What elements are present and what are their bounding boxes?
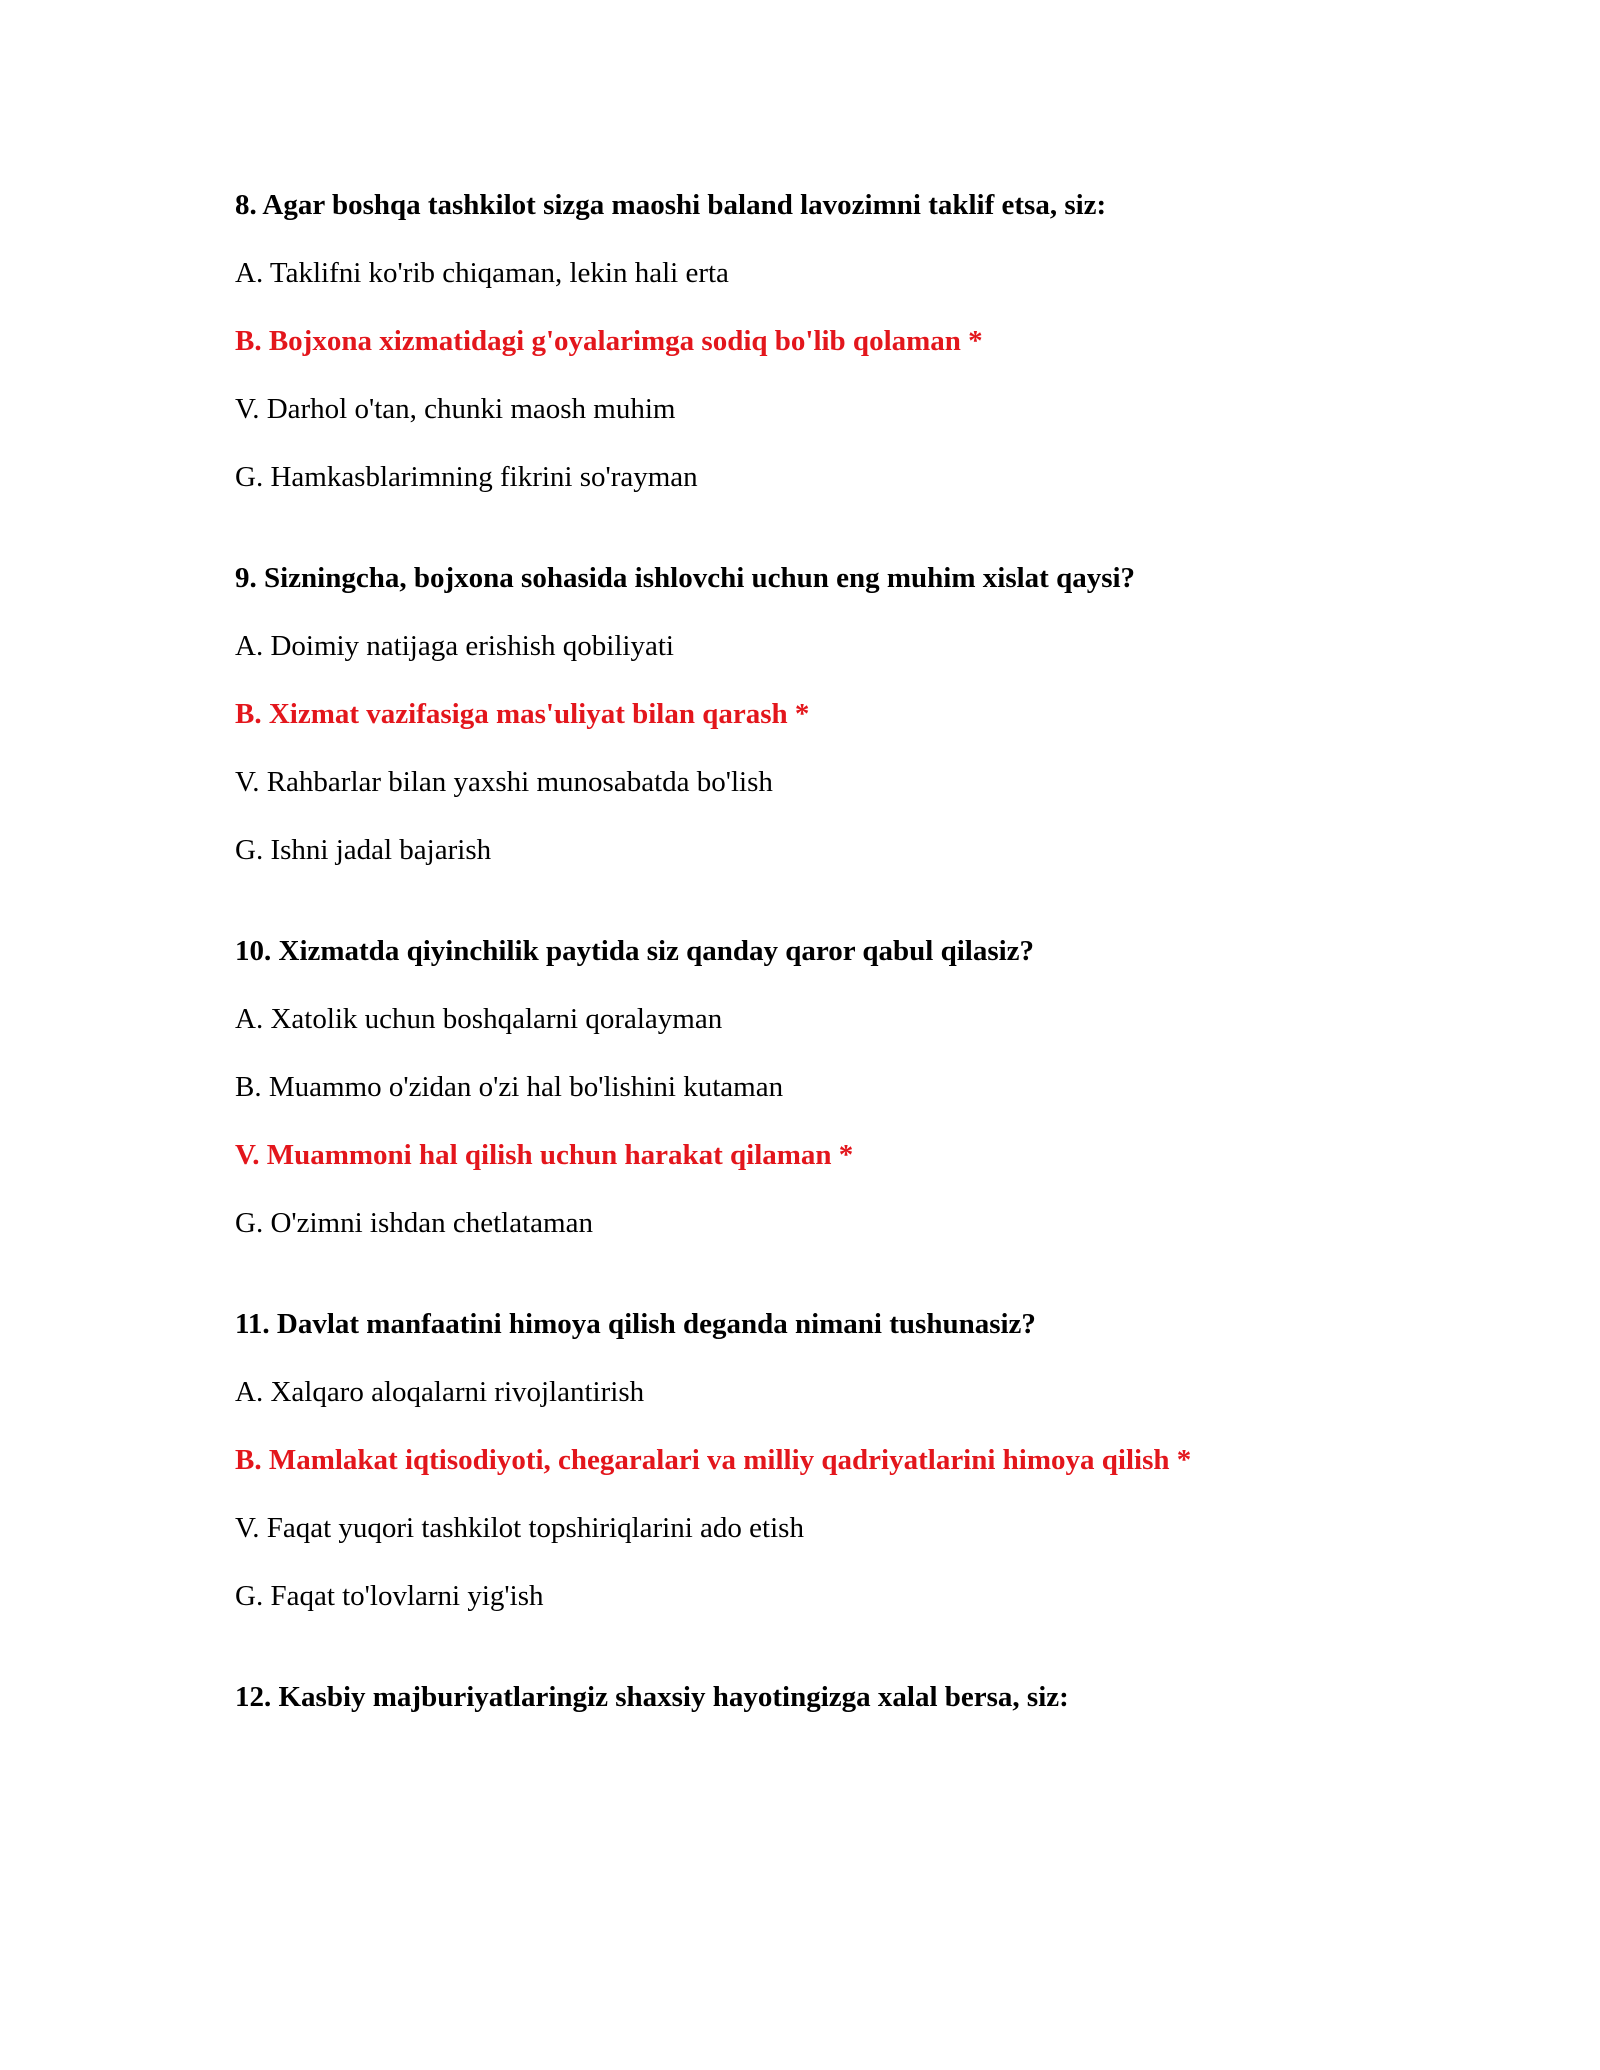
question-title: 10. Xizmatda qiyinchilik paytida siz qanday qaror qabul qilasiz?	[235, 935, 1035, 967]
answer-option: B. Bojxona xizmatidagi g'oyalarimga sodiq bo'lib qolaman *	[235, 325, 983, 357]
answer-option: V. Muammoni hal qilish uchun harakat qilaman *	[235, 1139, 854, 1171]
answer-option: A. Doimiy natijaga erishish qobiliyati	[235, 630, 674, 662]
answer-option: G. Hamkasblarimning fikrini so'rayman	[235, 461, 698, 493]
question-title: 11. Davlat manfaatini himoya qilish deganda nimani tushunasiz?	[235, 1308, 1036, 1340]
quiz-content	[235, 188, 1415, 1781]
question-title: 9. Sizningcha, bojxona sohasida ishlovchi uchun eng muhim xislat qaysi?	[235, 562, 1136, 594]
answer-option: V. Rahbarlar bilan yaxshi munosabatda bo'lish	[235, 766, 773, 798]
answer-option: G. O'zimni ishdan chetlataman	[235, 1207, 593, 1239]
answer-option: G. Faqat to'lovlarni yig'ish	[235, 1580, 544, 1612]
answer-option: V. Darhol o'tan, chunki maosh muhim	[235, 393, 676, 425]
answer-option: A. Taklifni ko'rib chiqaman, lekin hali erta	[235, 257, 729, 289]
question-12	[235, 1680, 1415, 1714]
question-9	[235, 561, 1415, 867]
answer-option: A. Xatolik uchun boshqalarni qoralayman	[235, 1003, 723, 1035]
answer-option: G. Ishni jadal bajarish	[235, 834, 492, 866]
question-title: 12. Kasbiy majburiyatlaringiz shaxsiy hayotingizga xalal bersa, siz:	[235, 1681, 1069, 1713]
answer-option: B. Muammo o'zidan o'zi hal bo'lishini kutaman	[235, 1071, 784, 1103]
answer-option: A. Xalqaro aloqalarni rivojlantirish	[235, 1376, 645, 1408]
question-11	[235, 1307, 1415, 1613]
answer-option: B. Mamlakat iqtisodiyoti, chegaralari va milliy qadriyatlarini himoya qilish *	[235, 1444, 1192, 1476]
question-8	[235, 188, 1415, 494]
answer-option: B. Xizmat vazifasiga mas'uliyat bilan qarash *	[235, 698, 810, 730]
question-10	[235, 934, 1415, 1240]
question-title: 8. Agar boshqa tashkilot sizga maoshi baland lavozimni taklif etsa, siz:	[235, 189, 1107, 221]
answer-option: V. Faqat yuqori tashkilot topshiriqlarini ado etish	[235, 1512, 804, 1544]
